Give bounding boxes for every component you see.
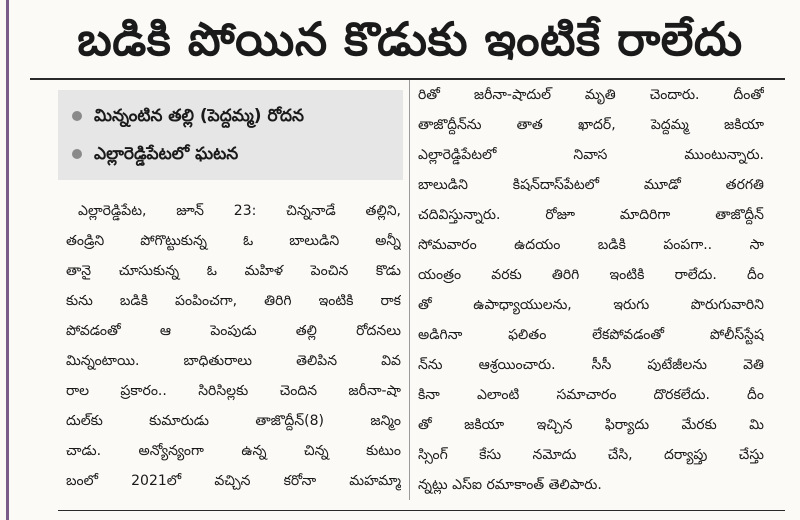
article-line: చదివిస్తున్నారు. రోజూ మాదిరిగా తాజొద్దీన్	[418, 207, 764, 223]
article-line: కును బడికి పంపించగా, తిరిగి ఇంటికి రాక	[66, 293, 401, 309]
article-line: బాలుడిని కిషన్‌దాస్‌పేటలో మూడో తరగతి	[418, 177, 764, 193]
article-line: కినా ఎలాంటి సమాచారం దొరకలేదు. దీం	[418, 387, 764, 403]
column-divider	[409, 80, 410, 500]
article-line: తండ్రిని పోగొట్టుకున్న ఓ బాలుడిని అన్నీ	[66, 233, 401, 249]
article-line: అడిగినా ఫలితం లేకపోవడంతో పోలీస్‌స్టేష	[418, 327, 764, 343]
highlight-item	[72, 99, 304, 133]
highlight-item	[72, 137, 238, 171]
article-line: చాడు. అన్యోన్యంగా ఉన్న చిన్న కుటుం	[66, 443, 401, 459]
highlights-box	[58, 90, 403, 180]
article-line: ఎల్లారెడ్డిపేటలో నివాస ముంటున్నారు.	[418, 147, 764, 163]
article-line: రితో జరీనా-షాదుల్ మృతి చెందారు. దీంతో	[418, 87, 764, 103]
left-margin-rule	[6, 0, 9, 520]
article-left-column	[66, 196, 401, 496]
article-line: ఎల్లారెడ్డిపేట, జూన్ 23: చిన్ననాడే తల్లిని,	[78, 203, 401, 219]
article-line: రాల ప్రకారం.. సిరిసిల్లకు చెందిన జరీనా-షా	[66, 383, 401, 399]
article-line: న్‌ను ఆశ్రయించారు. సీసీ పుటేజీలను వెతి	[418, 357, 764, 373]
article-line: బంలో 2021లో వచ్చిన కరోనా మహమ్మా	[66, 473, 401, 489]
article-line: న్నట్లు ఎస్ఐ రమాకాంత్ తెలిపారు.	[418, 477, 602, 493]
article-right-column	[418, 80, 764, 500]
headline: బడికి పోయిన కొడుకు ఇంటికే రాలేదు	[77, 12, 743, 66]
highlight-text: ఎల్లారెడ్డిపేటలో ఘటన	[94, 144, 239, 164]
highlight-text: మిన్నంటిన తల్లి (పెద్దమ్మ) రోదన	[94, 106, 304, 126]
article-line: యంత్రం వరకు తిరిగి ఇంటికి రాలేదు. దీం	[418, 267, 764, 283]
article-line: తానై చూసుకున్న ఓ మహిళ పెంచిన కొడు	[66, 263, 401, 279]
article-line: మిన్నంటాయి. బాధితురాలు తెలిపిన వివ	[66, 353, 401, 369]
bullet-icon	[72, 111, 82, 121]
article-line: తో జకియా ఇచ్చిన ఫిర్యాదు మేరకు మి	[418, 417, 764, 433]
bullet-icon	[72, 149, 82, 159]
article-line: తాజొద్దీన్‌ను తాత ఖాదర్, పెద్దమ్మ జకియా	[418, 117, 764, 133]
article-line: స్సింగ్ కేసు నమోదు చేసి, దర్యాప్తు చేస్తు	[418, 447, 764, 463]
bottom-rule	[58, 510, 785, 511]
article-line: దుల్‌కు కుమారుడు తాజొద్దీన్(8) జన్మిం	[66, 413, 401, 429]
article-line: పోవడంతో ఆ పెంపుడు తల్లి రోదనలు	[66, 323, 401, 339]
article-line: సోమవారం ఉదయం బడికి పంపగా.. సా	[418, 237, 764, 253]
article-line: తో ఉపాధ్యాయులను, ఇరుగు పొరుగువారిని	[418, 297, 764, 313]
